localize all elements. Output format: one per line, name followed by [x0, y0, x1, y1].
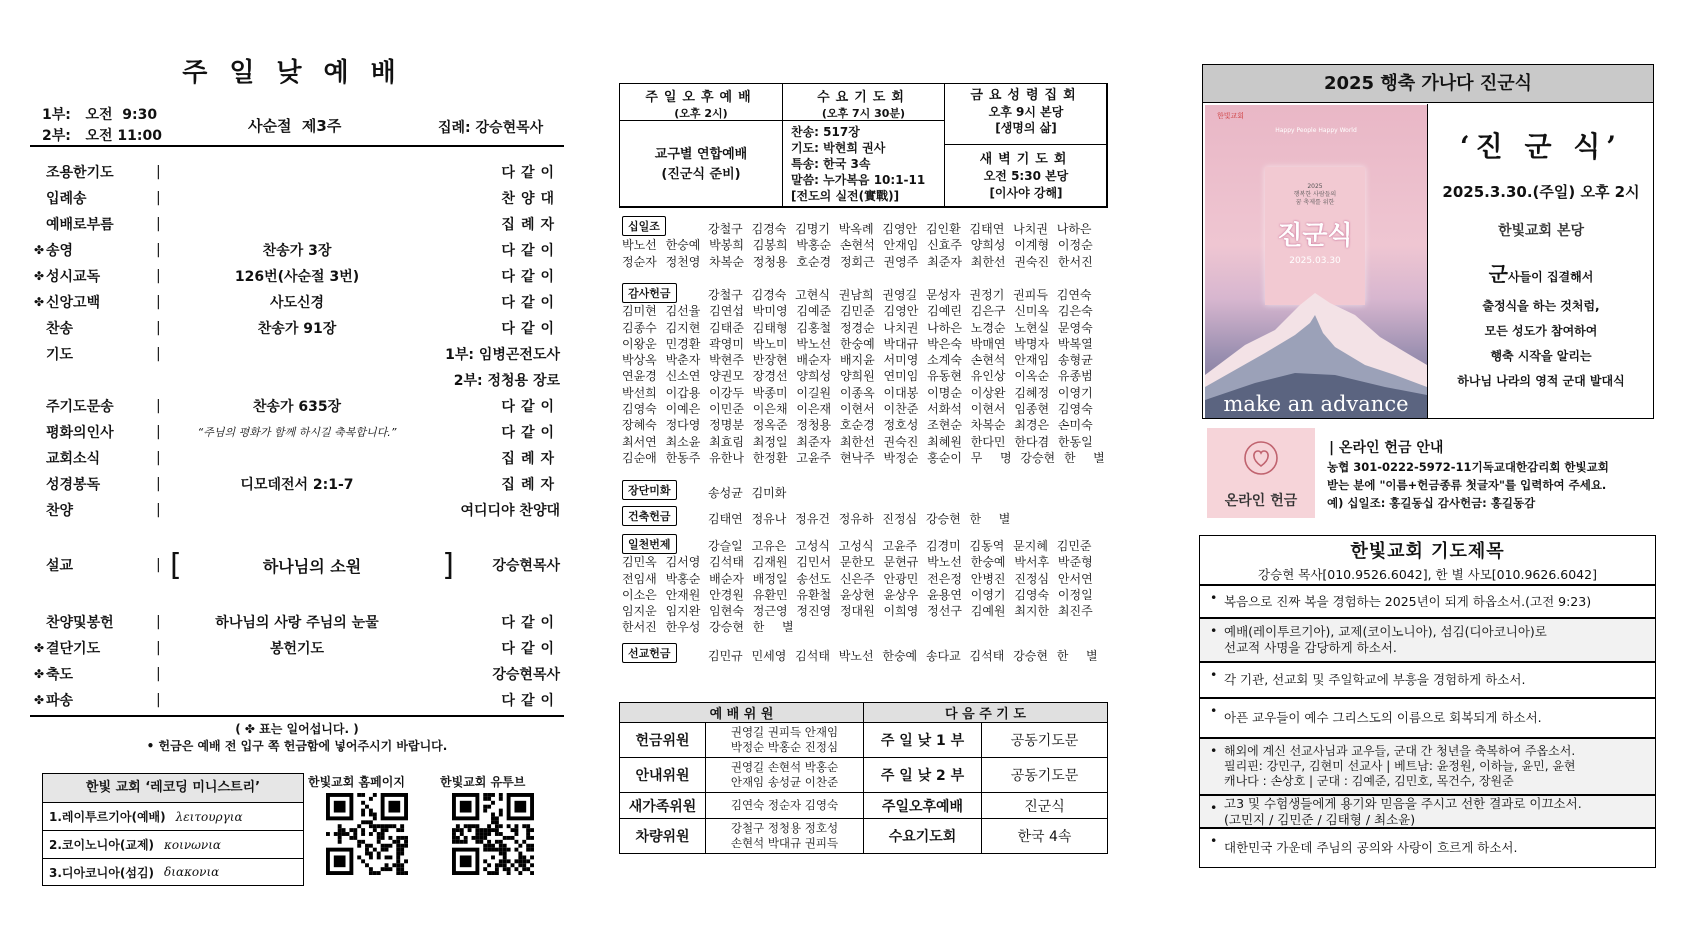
order-leader: 다같이 [501, 399, 560, 415]
standing-mark: ✤ [33, 269, 45, 283]
heart-gift-icon [1243, 440, 1279, 476]
committee-role: 차량위원 [620, 819, 706, 854]
order-separator: | [156, 216, 161, 232]
order-label: 찬양 [46, 503, 74, 519]
prayer-text: 각 기관, 선교회 및 주일학교에 부흥을 경험하게 하소서. [1224, 672, 1526, 687]
committee-role: 새가족위원 [620, 793, 706, 819]
standing-mark: ✤ [33, 641, 45, 655]
wednesday-service-header [782, 83, 945, 121]
order-separator: | [156, 346, 161, 362]
event-datetime: 2025.3.30.(주일) 오후 2시 [1442, 183, 1640, 201]
sermon-preacher: 강승현목사 [492, 558, 560, 574]
recording-item [43, 803, 303, 831]
online-offering-account: 농협 301-0222-5972-11기독교대한감리회 한빛교회 [1327, 460, 1609, 474]
order-label-cell [32, 344, 162, 364]
online-offering-badge-label: 온라인 헌금 [1224, 493, 1298, 509]
order-separator: | [156, 502, 161, 518]
friday-service-sub: [생명의 삶] [995, 121, 1057, 135]
order-label: 파송 [46, 693, 74, 709]
wednesday-line: 말씀: 누가복음 10:1-11 [791, 173, 926, 187]
order-label: 평화의인사 [46, 425, 114, 441]
order-row [32, 472, 562, 496]
recording-item-greek: κοινωνια [164, 837, 222, 852]
standing-mark: ✤ [33, 295, 45, 309]
recording-item-label: 1.레이투르기아(예배) [49, 810, 166, 824]
order-row [32, 394, 562, 418]
prayer-item [1199, 585, 1656, 618]
order-leader: 강승현목사 [492, 667, 560, 683]
poster-date: 2025.03.30 [1289, 256, 1341, 266]
online-offering-badge [1207, 428, 1315, 518]
poster-title: 진군식 [1277, 221, 1353, 251]
order-label: 조용한기도 [46, 165, 114, 181]
order-leader: 여디디야 찬양대 [460, 503, 560, 519]
committee-role: 헌금위원 [620, 723, 706, 758]
prayer-text: 대한민국 가운데 주님의 공의와 사랑이 흐르게 하소서. [1224, 840, 1518, 855]
order-content: “주님의 평화가 함께 하시길 축복합니다.” [197, 426, 397, 439]
next-prayer-slot: 주 일 낮 1 부 [864, 723, 982, 758]
order-separator: | [156, 450, 161, 466]
afternoon-service-time: (오후 2시) [674, 107, 728, 120]
order-label-cell [32, 396, 162, 416]
sermon-title-cell [162, 548, 462, 583]
order-separator: | [156, 640, 161, 656]
order-label-cell [32, 500, 162, 520]
order-row [32, 446, 562, 470]
committee-grid [619, 702, 1108, 854]
order-leader: 집례자 [501, 451, 560, 467]
recording-item-greek: διακονια [164, 865, 220, 879]
event-desc-line: 출정식을 하는 것처럼, [1482, 299, 1600, 313]
order-row [32, 342, 562, 366]
prayer-item [1199, 662, 1656, 698]
order-label: 성시교독 [46, 269, 101, 285]
order-label: 성경봉독 [46, 477, 101, 493]
committee-names: 김연숙 정순자 김영숙 [706, 793, 864, 819]
event-desc-line [1429, 258, 1653, 287]
afternoon-service-line: (진군식 준비) [661, 167, 741, 182]
order-content: 하나님의 사랑 주님의 눈물 [215, 615, 379, 631]
order-separator: | [156, 164, 161, 180]
bullet-icon: • [1210, 623, 1218, 638]
wednesday-service-time: (오후 7시 30분) [821, 107, 906, 120]
committee-names: 강철구 정청용 정호성 손현석 박대규 권피득 [706, 819, 864, 854]
poster-top-text: Happy People Happy World [1275, 127, 1357, 134]
order-label-cell [32, 612, 162, 632]
wednesday-line: 찬송: 517장 [791, 125, 860, 139]
services-grid [619, 83, 1107, 207]
tithe-tag: 십일조 [622, 216, 666, 236]
order-leader: 다같이 [501, 615, 560, 631]
bullet-icon: • [1210, 743, 1218, 758]
next-prayer-leader: 진군식 [982, 793, 1108, 819]
committee-names: 권영길 권피득 안재임 박정순 박홍순 진정심 [706, 723, 864, 758]
standing-mark: ✤ [33, 243, 45, 257]
friday-service-time: 오후 9시 본당 [988, 105, 1064, 119]
offering-note: • 헌금은 예배 전 입구 쪽 헌금함에 넣어주시기 바랍니다. [146, 739, 448, 753]
event-desc-initial: 군 [1488, 262, 1508, 286]
service-2-time: 2부: 오전 11:00 [42, 128, 162, 144]
bullet-icon: • [1210, 667, 1218, 682]
bullet-icon: • [1210, 800, 1218, 815]
standing-mark: ✤ [33, 667, 45, 681]
order-content: 사도신경 [269, 295, 325, 311]
bullet-icon: • [1210, 590, 1218, 605]
order-leader: 찬양대 [501, 191, 560, 207]
order-leader: 집례자 [501, 477, 560, 493]
wednesday-service-title: 수요기도회 [817, 90, 910, 105]
wednesday-service-body [782, 120, 945, 208]
order-row [32, 662, 562, 686]
order-label-cell [32, 214, 162, 234]
order-content: 126번(사순절 3번) [234, 269, 360, 285]
order-leader: 2부: 정청용 장로 [453, 373, 560, 389]
committee-table [619, 702, 1108, 854]
committee-header: 예 배 위 원 [620, 703, 864, 723]
order-label: 찬송 [46, 321, 74, 337]
wednesday-line: 특송: 한국 3속 [791, 157, 871, 171]
next-prayer-header: 다 음 주 기 도 [864, 703, 1108, 723]
prayer-text: 예배(레이투르기아), 교제(코이노니아), 섬김(디아코니아)로 선교적 사명을 감당하게 하소서. [1224, 624, 1547, 655]
monthly-offering-tag: 일천번제 [622, 534, 677, 554]
presider: 집례: 강승현목사 [438, 120, 544, 136]
online-offering-desc: 받는 분에 "이름+헌금종류 첫글자"를 입력하여 주세요. [1327, 478, 1607, 492]
order-label-cell [32, 690, 162, 710]
liturgical-season: 사순절 제3주 [248, 117, 342, 135]
order-row [32, 636, 562, 660]
prayer-text: 아픈 교우들이 예수 그리스도의 이름으로 회복되게 하소서. [1224, 710, 1542, 725]
order-row [32, 238, 562, 262]
order-label-cell [32, 664, 162, 684]
event-desc-line: 하나님 나라의 영적 군대 발대식 [1457, 374, 1625, 388]
order-label-cell [32, 162, 162, 182]
order-row [32, 186, 562, 210]
homepage-qr-code[interactable] [326, 793, 408, 875]
order-row [32, 498, 562, 522]
order-separator: | [156, 320, 161, 336]
event-info [1429, 105, 1653, 418]
prayer-text: 복음으로 진짜 복을 경험하는 2025년이 되게 하옵소서.(고전 9:23) [1224, 593, 1592, 609]
friday-service-title: 금요성령집회 [970, 88, 1082, 103]
order-label-cell [32, 555, 162, 575]
bracket-right: ] [442, 547, 454, 583]
prayer-item [1199, 738, 1656, 795]
dawn-service-title: 새벽기도회 [979, 152, 1073, 167]
order-label-cell [32, 266, 162, 286]
prayer-title: 한빛교회 기도제목 [1350, 541, 1505, 562]
order-label-cell [32, 638, 162, 658]
bullet-icon: • [1210, 703, 1218, 718]
prayer-item [1199, 795, 1656, 828]
recording-ministry-title: 한빛 교회 ‘레코딩 미니스트리’ [43, 774, 303, 803]
order-separator: | [156, 476, 161, 492]
order-label-cell [32, 474, 162, 494]
poster-bottom-text: make an advance [1223, 392, 1409, 416]
poster-brand: 한빛교회 [1217, 112, 1245, 120]
building-offering-names: 김태연 정유나 정유건 정유하 진정심 강승현 한 별 [708, 512, 1011, 526]
flower-offering-names: 송성균 김미화 [708, 486, 787, 500]
bullet-icon: • [1210, 833, 1218, 848]
divider [30, 145, 564, 147]
thanks-offering-names: 강철구 김경숙 고현식 권남희 권영길 문성자 권정기 권피득 김연숙 김미현 김선율 김연섭 박미영 김예준 김민준 김영안 김예린 김은구 신미옥 김은숙 김종수 김지현 김태준 김태형 김홍철 정경순 나치권 나하은 노경순 노현실 문영숙 이왕운 민경환 곽영미 박노미 박노선 한숭예 박대규 박은숙 박매연 박명자 박복열 박상옥 박춘자 박현주 반장현 배순자 배지윤 서미영 소계숙 손현석 안재임 송형균 연윤경 신소연 양권모 장경선 양희성 양희원 연미임 유동현 유인상 이옥순 유종범 박선희 이갑용 이강두 박종미 이길원 이종옥 이대봉 이명순 이상완 김혜정 이영기 김영숙 이예은 이민준 이은채 이은재 이현서 이찬준 서화석 이현서 임종현 김영숙 장혜숙 정다영 정명분 정옥준 정청용 호순경 정호성 조현순 차복순 최경은 손미숙 최서연 최소윤 최효림 최정일 최준자 최한선 권숙진 최혜원 한다민 한다겸 한동일 김순애 한동주 유한나 한정환 고윤주 현낙주 박정순 홍순이 무 명 강승현 한 별 [622, 288, 1105, 465]
order-label-cell [32, 240, 162, 260]
next-prayer-slot: 수요기도회 [864, 819, 982, 854]
order-leader: 다같이 [501, 641, 560, 657]
event-place: 한빛교회 본당 [1497, 223, 1585, 239]
sermon-title: 하나님의 소원 [262, 556, 362, 576]
next-prayer-leader: 한국 4속 [982, 819, 1108, 854]
wednesday-line: [전도의 실전(實戰)] [791, 189, 900, 203]
bracket-left: [ [170, 547, 182, 583]
recording-item [43, 859, 303, 885]
event-desc-line: 모든 성도가 참여하여 [1484, 324, 1598, 338]
order-row [32, 264, 562, 288]
order-label: 기도 [46, 347, 74, 363]
order-separator: | [156, 666, 161, 682]
afternoon-service-body [619, 120, 783, 208]
order-label: 주기도문송 [46, 399, 114, 415]
recording-item-greek: λειτουργια [175, 809, 243, 824]
sermon-row [32, 548, 562, 582]
prayer-item [1199, 618, 1656, 662]
order-separator: | [156, 692, 161, 708]
dawn-service [944, 144, 1108, 208]
order-separator: | [156, 242, 161, 258]
order-label: 입례송 [46, 191, 87, 207]
order-label-cell [32, 422, 162, 442]
wednesday-line: 기도: 박현희 권사 [791, 141, 886, 155]
recording-item [43, 831, 303, 859]
order-label: 축도 [46, 667, 74, 683]
order-label: 송영 [46, 243, 74, 259]
order-label-cell [32, 448, 162, 468]
order-row [32, 688, 562, 712]
order-label-cell [32, 318, 162, 338]
mission-offering-names: 김민규 민세영 김석태 박노선 한숭예 송다교 김석태 강승현 한 별 [708, 649, 1098, 663]
prayer-item [1199, 828, 1656, 868]
flower-offering-tag: 장단미화 [622, 480, 677, 500]
event-desc-rest: 사들이 집결해서 [1508, 270, 1594, 284]
next-prayer-leader: 공동기도문 [982, 758, 1108, 793]
homepage-qr-label: 한빛교회 홈페이지 [308, 775, 405, 789]
order-leader: 다같이 [501, 425, 560, 441]
youtube-qr-code[interactable] [452, 793, 534, 875]
event-poster [1205, 105, 1427, 418]
afternoon-service-title: 주일오후예배 [645, 90, 757, 105]
monthly-offering-names: 강슬일 고유은 고성식 고성식 고윤주 김경미 김동역 문지혜 김민준 김민옥 김서영 김석태 김재원 김민서 문한모 문현규 박노선 한숭예 박서후 박준형 전임새 박홍순 배순자 배정일 송선도 신은주 안광민 전은정 안병진 진정심 안서연 이소은 안재원 안경원 유환민 유환철 윤상현 윤상우 윤용연 이영기 김영숙 이정일 임지운 임지완 임현숙 정근영 정진영 정대원 이희영 정선구 김예원 최지한 최진주 한서진 한우성 강승현 한 별 [622, 539, 1093, 635]
order-label-cell [32, 292, 162, 312]
order-content: 찬송가 91장 [257, 321, 337, 337]
thanks-offering-tag: 감사헌금 [622, 283, 677, 303]
prayer-text: 고3 및 수험생들에게 용기와 믿음을 주시고 선한 결과로 이끄소서. (고민지 / 김민준 / 김태형 / 최소윤) [1224, 795, 1582, 827]
mission-offering-tag: 선교헌금 [622, 643, 677, 663]
prayer-text: 해외에 계신 선교사님과 교우들, 군대 간 청년을 축복하여 주옵소서. 필리핀: 강민구, 김현미 선교사 | 베트남: 윤정원, 이하늘, 윤민, 윤현 캐나다 : 손상호 | 군대 : 김예준, 김민호, 목건수, 장원준 [1224, 744, 1576, 788]
order-label: 교회소식 [46, 451, 101, 467]
friday-service [944, 83, 1108, 145]
order-leader: 다같이 [501, 693, 560, 709]
divider [30, 715, 564, 717]
standing-mark: ✤ [33, 693, 45, 707]
next-prayer-slot: 주일오후예배 [864, 793, 982, 819]
recording-ministry-box [42, 773, 304, 886]
poster-divider [1427, 104, 1428, 419]
order-separator: | [156, 614, 161, 630]
event-header: 2025 행축 가나다 진군식 [1203, 65, 1653, 103]
order-content: 디모데전서 2:1-7 [240, 477, 354, 493]
order-label: 결단기도 [46, 641, 101, 657]
prayer-header [1199, 535, 1656, 585]
order-label: 신앙고백 [46, 295, 101, 311]
event-title: ‘진 군 식’ [1459, 130, 1623, 163]
event-box [1202, 64, 1654, 419]
order-separator: | [156, 557, 161, 573]
online-offering-title: | 온라인 헌금 안내 [1329, 440, 1444, 456]
dawn-service-sub: [이사야 강해] [989, 186, 1063, 200]
order-content: 봉헌기도 [269, 641, 325, 657]
recording-item-label: 3.디아코니아(섬김) [49, 865, 155, 880]
order-row [32, 368, 562, 392]
event-desc-line: 행축 시작을 알리는 [1490, 349, 1592, 363]
youtube-qr-label: 한빛교회 유투브 [440, 775, 526, 789]
order-content: 찬송가 635장 [252, 399, 342, 415]
order-separator: | [156, 294, 161, 310]
tithe-names: 강철구 김경숙 김명기 박옥례 김영안 김인환 김태연 나치권 나하은 박노선 한숭예 박봉희 김봉희 박홍순 손현석 안재임 신효주 양희성 이계형 이정순 정순자 정천영 차복순 정청용 호순경 정회근 권영주 최준자 최한선 권숙진 한서진 [622, 222, 1093, 269]
order-leader: 다같이 [501, 243, 560, 259]
order-separator: | [156, 268, 161, 284]
order-row [32, 316, 562, 340]
order-leader: 집례자 [501, 217, 560, 233]
building-offering-tag: 건축헌금 [622, 506, 677, 526]
order-row [32, 212, 562, 236]
order-row [32, 420, 562, 444]
order-label: 예배로부름 [46, 217, 114, 233]
order-leader: 다같이 [501, 269, 560, 285]
order-leader: 1부: 임병곤전도사 [445, 347, 560, 363]
sermon-label: 설교 [46, 558, 74, 574]
order-separator: | [156, 190, 161, 206]
order-label-cell [32, 188, 162, 208]
order-label: 찬양및봉헌 [46, 615, 114, 631]
standing-note: ( ✤ 표는 일어섭니다. ) [235, 722, 359, 736]
service-times [42, 105, 162, 147]
poster-small-text: 2025 행복한 사람들의 꿈 축제를 위한 [1293, 183, 1337, 206]
order-leader: 다같이 [501, 165, 560, 181]
committee-names: 권영길 손현석 박홍순 안재임 송성균 이찬준 [706, 758, 864, 793]
order-row [32, 610, 562, 634]
service-1-time: 1부: 오전 9:30 [42, 107, 158, 123]
order-leader: 다같이 [501, 295, 560, 311]
order-leader: 다같이 [501, 321, 560, 337]
prayer-contacts: 강승현 목사[010.9526.6042], 한 별 사모[010.9626.6042] [1258, 567, 1597, 582]
prayer-item [1199, 698, 1656, 738]
order-row [32, 290, 562, 314]
order-separator: | [156, 424, 161, 440]
next-prayer-slot: 주 일 낮 2 부 [864, 758, 982, 793]
recording-item-label: 2.코이노니아(교제) [49, 838, 155, 852]
afternoon-service-header [619, 83, 783, 121]
order-content: 찬송가 3장 [262, 243, 332, 259]
next-prayer-leader: 공동기도문 [982, 723, 1108, 758]
afternoon-service-line: 교구별 연합예배 [654, 147, 748, 162]
order-row [32, 160, 562, 184]
worship-title: 주일낮예배 [182, 58, 418, 88]
committee-role: 안내위원 [620, 758, 706, 793]
dawn-service-time: 오전 5:30 본당 [983, 169, 1069, 183]
order-separator: | [156, 398, 161, 414]
online-offering-example: 예) 십일조: 홍길동십 감사헌금: 홍길동감 [1327, 496, 1536, 510]
